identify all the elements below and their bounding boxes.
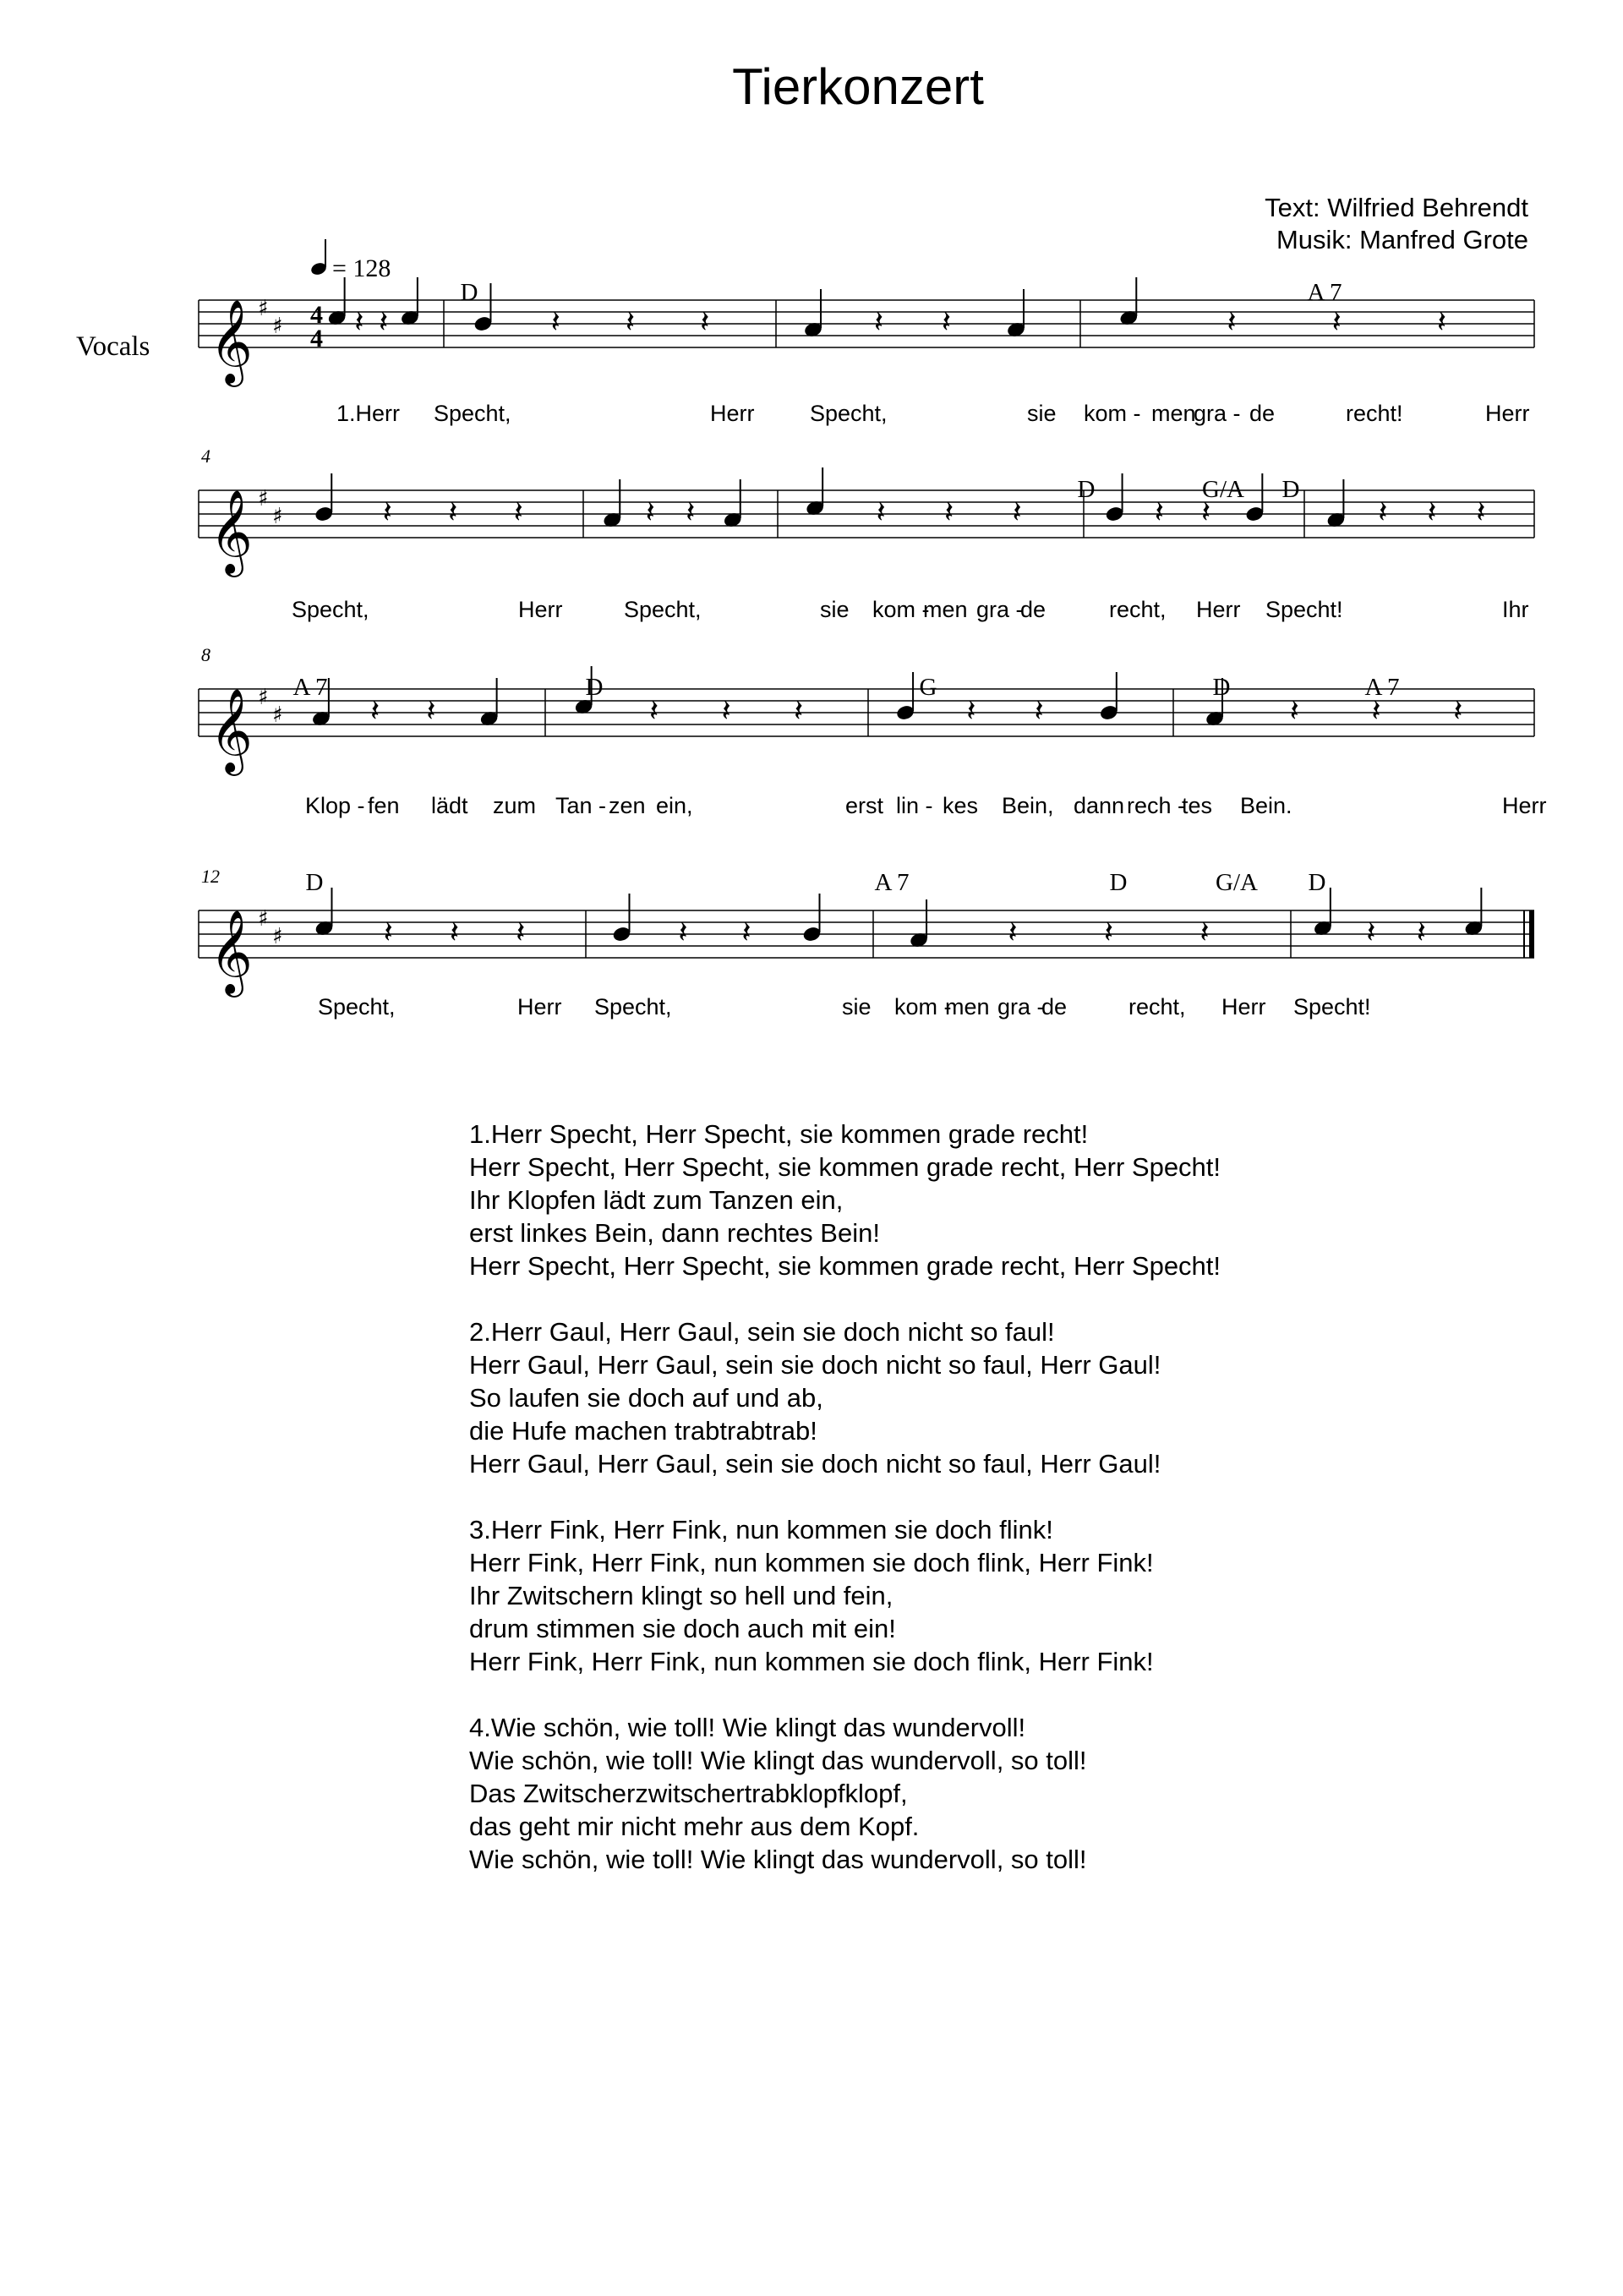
verse-line: Herr Gaul, Herr Gaul, sein sie doch nicht so faul, Herr Gaul! [469, 1449, 1161, 1479]
chord-symbol: A 7 [1364, 674, 1400, 701]
verse-line: 1.Herr Specht, Herr Specht, sie kommen grade recht! [469, 1119, 1089, 1149]
lyric-syllable: Herr [1196, 597, 1241, 622]
lyric-syllable: Herr [1221, 994, 1266, 1020]
quarter-rest-icon: 𝄽 [874, 305, 884, 340]
quarter-rest-icon: 𝄽 [966, 694, 976, 729]
staff-system-1 [199, 277, 1534, 426]
quarter-rest-icon: 𝄽 [686, 495, 696, 530]
lyric-syllable: Herr [710, 401, 755, 426]
quarter-rest-icon: 𝄽 [700, 305, 710, 340]
treble-clef-icon: 𝄞 [210, 688, 253, 773]
chord-symbol: D [1109, 869, 1128, 896]
lyric-syllable: men [945, 994, 990, 1020]
chord-symbol: D [1281, 476, 1300, 503]
quarter-rest-icon: 𝄽 [1008, 916, 1018, 950]
lyric-syllable: Specht, [292, 597, 369, 622]
chord-symbol: D [1212, 674, 1231, 701]
sharp-c-icon: ♯ [272, 924, 283, 949]
lyric-syllable: zen [609, 793, 646, 818]
quarter-rest-icon: 𝄽 [1371, 694, 1381, 729]
lyric-syllable: erst [845, 793, 884, 818]
lyric-syllable: lädt [431, 793, 468, 818]
lyric-syllable: sie [820, 597, 850, 622]
verses-block [469, 1118, 1221, 1909]
chord-symbol: G/A [1216, 869, 1258, 896]
verse-line: 2.Herr Gaul, Herr Gaul, sein sie doch nicht so faul! [469, 1317, 1055, 1347]
measure-number: 12 [201, 866, 220, 887]
quarter-rest-icon: 𝄽 [1201, 495, 1211, 530]
quarter-rest-icon: 𝄽 [741, 916, 751, 950]
quarter-rest-icon: 𝄽 [426, 694, 436, 729]
quarter-rest-icon: 𝄽 [382, 495, 392, 530]
quarter-rest-icon: 𝄽 [944, 495, 954, 530]
verse-1 [469, 1118, 1221, 1282]
lyric-syllable: de [1249, 401, 1276, 426]
lyric-syllable: ein, [656, 793, 693, 818]
lyricist-credit: Text: Wilfried Behrendt [1265, 193, 1528, 222]
quarter-rest-icon: 𝄽 [379, 305, 389, 340]
verse-line: Wie schön, wie toll! Wie klingt das wundervoll, so toll! [469, 1746, 1087, 1775]
chord-symbol: G/A [1202, 476, 1244, 503]
chord-symbol: A 7 [874, 869, 910, 896]
sharp-c-icon: ♯ [272, 702, 283, 728]
lyric-syllable: tes [1182, 793, 1213, 818]
chord-symbol: D [460, 279, 478, 306]
time-signature-bottom: 4 [310, 325, 323, 353]
verse-line: Ihr Zwitschern klingt so hell und fein, [469, 1581, 893, 1610]
verse-line: 4.Wie schön, wie toll! Wie klingt das wundervoll! [469, 1713, 1026, 1742]
lyric-syllable: Tan - [555, 793, 607, 818]
lyric-syllable: de [1041, 994, 1068, 1020]
quarter-rest-icon: 𝄽 [678, 916, 688, 950]
verse-2 [469, 1315, 1221, 1480]
lyric-syllable: gra - [997, 994, 1045, 1020]
lyric-syllable: recht, [1128, 994, 1186, 1020]
chord-symbol: D [1308, 869, 1326, 896]
chord-symbol: A 7 [292, 674, 328, 701]
lyric-syllable: fen [368, 793, 400, 818]
staff-system-3 [199, 644, 1547, 818]
lyric-syllable: sie [1027, 401, 1057, 426]
treble-clef-icon: 𝄞 [210, 910, 253, 994]
lyric-syllable: kom - [894, 994, 952, 1020]
verse-line: Das Zwitscherzwitschertrabklopfklopf, [469, 1779, 908, 1808]
lyric-syllable: kom - [872, 597, 930, 622]
quarter-rest-icon: 𝄽 [448, 495, 458, 530]
staff-system-4 [199, 866, 1534, 1020]
lyric-syllable: lin - [896, 793, 933, 818]
treble-clef-icon: 𝄞 [210, 489, 253, 574]
lyric-syllable: sie [842, 994, 872, 1020]
lyric-syllable: dann [1074, 793, 1125, 818]
lyric-syllable: Herr [1502, 793, 1547, 818]
quarter-rest-icon: 𝄽 [449, 916, 460, 950]
lyric-syllable: Specht! [1265, 597, 1343, 622]
lyric-syllable: Specht, [318, 994, 396, 1020]
quarter-rest-icon: 𝄽 [721, 694, 731, 729]
verse-line: Herr Specht, Herr Specht, sie kommen grade recht, Herr Specht! [469, 1251, 1221, 1281]
verse-line: drum stimmen sie doch auch mit ein! [469, 1614, 896, 1643]
verse-line: das geht mir nicht mehr aus dem Kopf. [469, 1812, 920, 1841]
composer-credit: Musik: Manfred Grote [1276, 225, 1528, 254]
quarter-rest-icon: 𝄽 [942, 305, 952, 340]
lyric-syllable: Specht, [810, 401, 888, 426]
lyric-syllable: Bein. [1240, 793, 1292, 818]
sharp-c-icon: ♯ [272, 504, 283, 529]
sharp-f-icon: ♯ [258, 906, 269, 932]
sharp-f-icon: ♯ [258, 296, 269, 321]
lyric-syllable: kom - [1084, 401, 1141, 426]
quarter-rest-icon: 𝄽 [794, 694, 804, 729]
verse-line: erst linkes Bein, dann rechtes Bein! [469, 1218, 880, 1248]
quarter-rest-icon: 𝄽 [1366, 916, 1376, 950]
quarter-rest-icon: 𝄽 [370, 694, 380, 729]
quarter-rest-icon: 𝄽 [625, 305, 636, 340]
lyric-syllable: gra - [1194, 401, 1241, 426]
quarter-rest-icon: 𝄽 [876, 495, 886, 530]
quarter-rest-icon: 𝄽 [513, 495, 523, 530]
lyric-syllable: Specht, [624, 597, 702, 622]
quarter-rest-icon: 𝄽 [1476, 495, 1486, 530]
sharp-f-icon: ♯ [258, 685, 269, 710]
measure-number: 8 [201, 644, 210, 665]
lyric-syllable: rech - [1127, 793, 1186, 818]
chord-symbol: D [305, 869, 324, 896]
final-barline-thick [1529, 910, 1534, 958]
lyric-syllable: zum [493, 793, 537, 818]
quarter-rest-icon: 𝄽 [1012, 495, 1022, 530]
lyric-syllable: men [1151, 401, 1196, 426]
quarter-rest-icon: 𝄽 [1289, 694, 1299, 729]
verse-line: 3.Herr Fink, Herr Fink, nun kommen sie doch flink! [469, 1515, 1053, 1544]
quarter-rest-icon: 𝄽 [1416, 916, 1426, 950]
lyric-syllable: Specht, [594, 994, 672, 1020]
lyric-syllable: Specht, [434, 401, 511, 426]
time-signature-top: 4 [310, 301, 323, 329]
verse-4 [469, 1711, 1221, 1876]
chord-symbol: D [1077, 476, 1096, 503]
lyric-syllable: recht! [1346, 401, 1403, 426]
verse-line: Herr Fink, Herr Fink, nun kommen sie doch flink, Herr Fink! [469, 1647, 1154, 1676]
quarter-rest-icon: 𝄽 [1034, 694, 1044, 729]
quarter-rest-icon: 𝄽 [516, 916, 526, 950]
lyric-syllable: de [1020, 597, 1046, 622]
tempo-marking [309, 239, 391, 282]
lyric-syllable: recht, [1109, 597, 1167, 622]
quarter-rest-icon: 𝄽 [1154, 495, 1164, 530]
lyric-syllable: Herr [1485, 401, 1530, 426]
staff-system-2 [199, 446, 1534, 622]
quarter-rest-icon: 𝄽 [1453, 694, 1463, 729]
lyric-syllable: Herr [518, 597, 563, 622]
verse-line: So laufen sie doch auf und ab, [469, 1383, 823, 1413]
quarter-rest-icon: 𝄽 [383, 916, 393, 950]
lyric-syllable: kes [943, 793, 979, 818]
quarter-rest-icon: 𝄽 [550, 305, 560, 340]
chord-symbol: G [919, 674, 937, 701]
quarter-rest-icon: 𝄽 [649, 694, 659, 729]
quarter-rest-icon: 𝄽 [1227, 305, 1237, 340]
lyric-syllable: gra - [976, 597, 1024, 622]
measure-number: 4 [201, 446, 210, 467]
quarter-rest-icon: 𝄽 [645, 495, 655, 530]
lyric-syllable: Specht! [1293, 994, 1371, 1020]
verse-line: Ihr Klopfen lädt zum Tanzen ein, [469, 1185, 844, 1215]
verse-line: Herr Fink, Herr Fink, nun kommen sie doch flink, Herr Fink! [469, 1548, 1154, 1577]
verse-line: Wie schön, wie toll! Wie klingt das wundervoll, so toll! [469, 1845, 1087, 1874]
lyric-syllable: Bein, [1002, 793, 1054, 818]
lyric-syllable: Herr [517, 994, 562, 1020]
verse-line: die Hufe machen trabtrabtrab! [469, 1416, 817, 1446]
quarter-rest-icon: 𝄽 [1437, 305, 1447, 340]
quarter-rest-icon: 𝄽 [1331, 305, 1342, 340]
lyric-syllable: 1.Herr [336, 401, 401, 426]
quarter-rest-icon: 𝄽 [1104, 916, 1114, 950]
sheet-music-score [0, 0, 1623, 1065]
chord-symbol: A 7 [1307, 279, 1342, 306]
verse-line: Herr Specht, Herr Specht, sie kommen grade recht, Herr Specht! [469, 1152, 1221, 1182]
quarter-rest-icon: 𝄽 [1427, 495, 1437, 530]
quarter-rest-icon: 𝄽 [354, 305, 364, 340]
treble-clef-icon: 𝄞 [210, 299, 253, 384]
lyric-syllable: men [923, 597, 968, 622]
quarter-rest-icon: 𝄽 [1378, 495, 1388, 530]
page-title: Tierkonzert [732, 58, 984, 115]
lyric-syllable: Klop - [305, 793, 365, 818]
verse-line: Herr Gaul, Herr Gaul, sein sie doch nicht so faul, Herr Gaul! [469, 1350, 1161, 1380]
tempo-value: = 128 [332, 254, 391, 282]
sharp-c-icon: ♯ [272, 314, 283, 339]
verse-3 [469, 1513, 1221, 1678]
chord-symbol: D [585, 674, 604, 701]
instrument-label: Vocals [76, 331, 150, 362]
lyric-syllable: Ihr [1502, 597, 1529, 622]
sharp-f-icon: ♯ [258, 486, 269, 511]
quarter-rest-icon: 𝄽 [1199, 916, 1210, 950]
